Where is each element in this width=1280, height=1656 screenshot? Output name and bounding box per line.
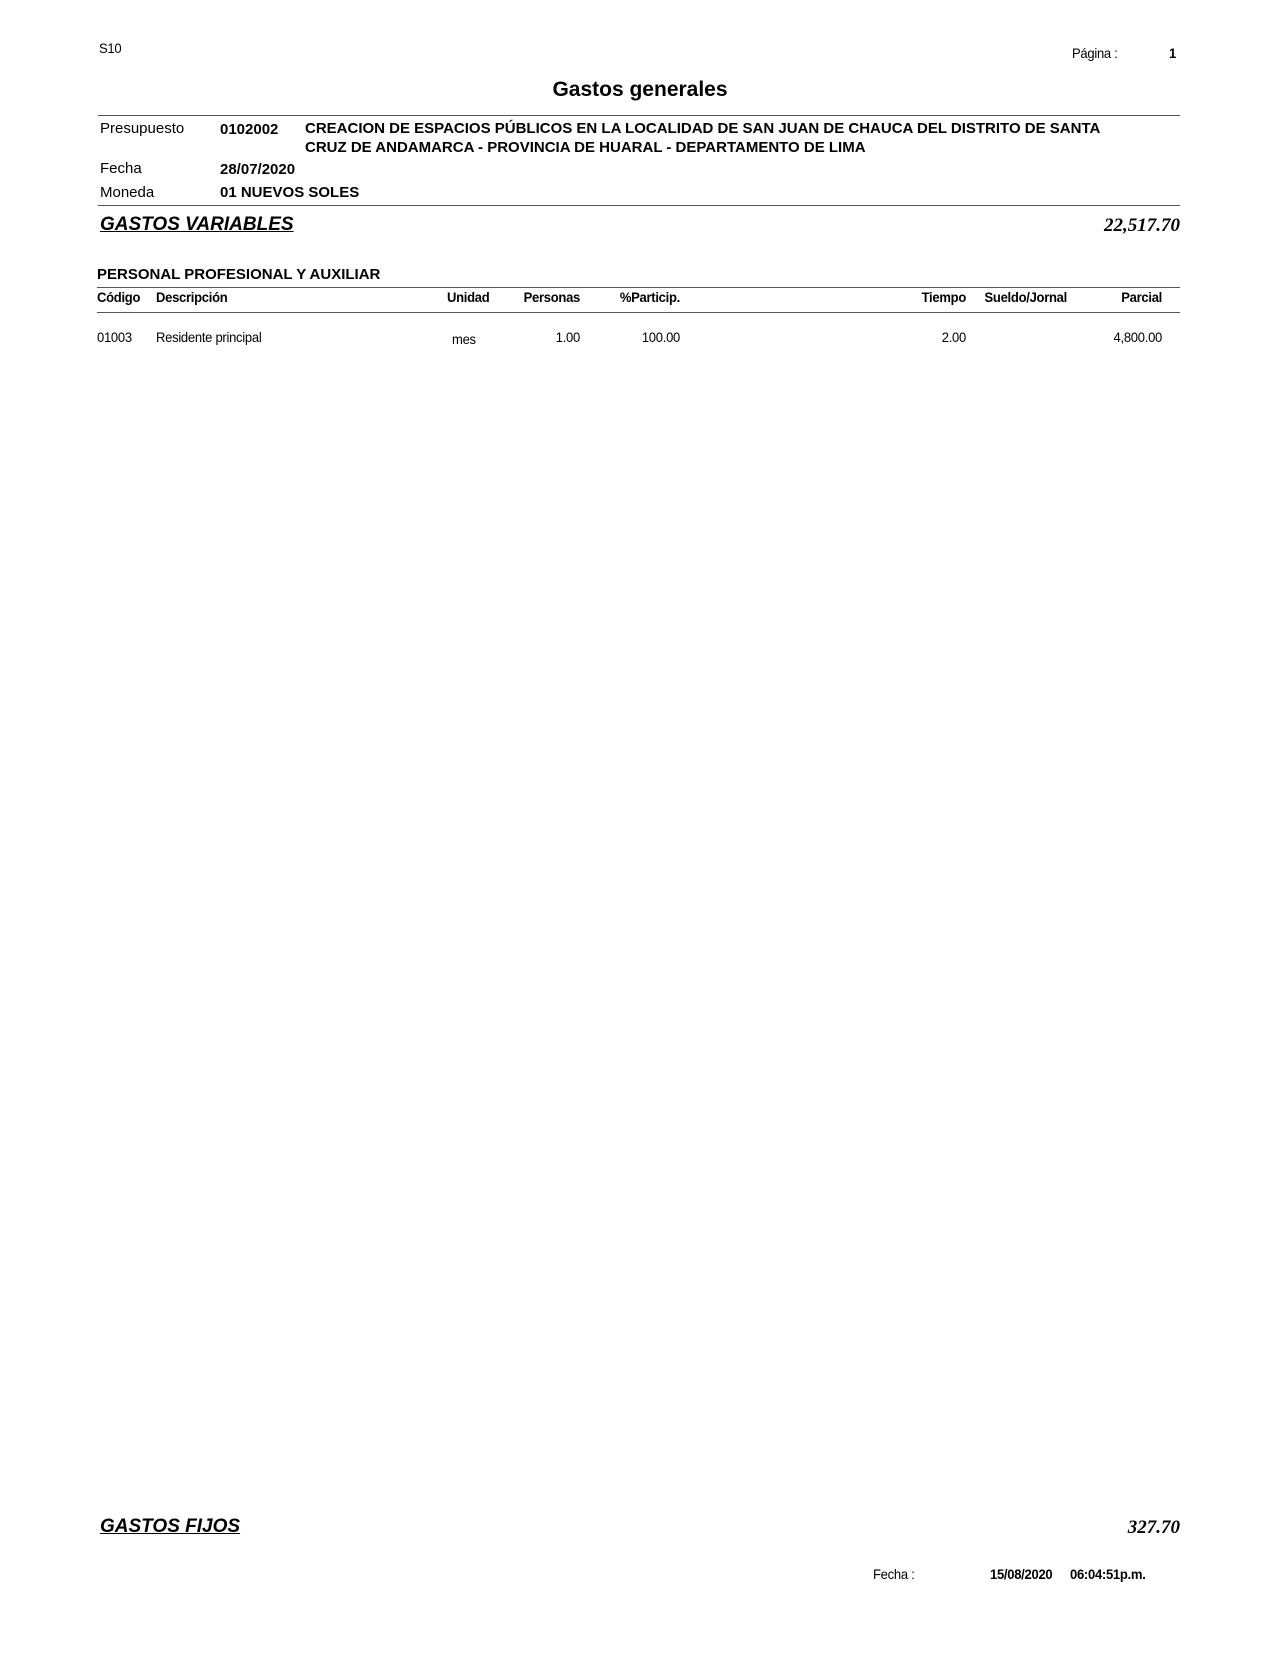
divider (98, 115, 1180, 116)
gastos-fijos-total: 327.70 (1127, 1517, 1180, 1538)
row-cell: mes (452, 331, 476, 347)
column-header: Tiempo (921, 289, 966, 305)
column-header: Parcial (1121, 289, 1162, 305)
presupuesto-code: 0102002 (220, 121, 279, 138)
footer-fecha-value: 15/08/2020 (990, 1566, 1053, 1582)
page-label: Página : (1072, 45, 1118, 61)
footer-fecha-label: Fecha : (873, 1566, 915, 1582)
column-header: Código (97, 289, 141, 305)
row-cell: Residente principal (156, 329, 262, 345)
column-header: Unidad (447, 289, 490, 305)
moneda-label: Moneda (100, 184, 155, 201)
presupuesto-desc-line2: CRUZ DE ANDAMARCA - PROVINCIA DE HUARAL - DEPARTAMENTO DE LIMA (305, 139, 866, 156)
presupuesto-desc-line1: CREACION DE ESPACIOS PÚBLICOS EN LA LOCALIDAD DE SAN JUAN DE CHAUCA DEL DISTRITO DE SANTA (305, 120, 1101, 137)
column-header: Descripción (156, 289, 228, 305)
report-code: S10 (99, 40, 122, 56)
divider (97, 287, 1180, 288)
gastos-variables-label: GASTOS VARIABLES (100, 214, 294, 235)
column-header: %Particip. (619, 289, 680, 305)
moneda-value: 01 NUEVOS SOLES (220, 184, 360, 201)
presupuesto-label: Presupuesto (100, 120, 185, 137)
section-title: PERSONAL PROFESIONAL Y AUXILIAR (97, 266, 381, 283)
row-cell: 2.00 (941, 329, 966, 345)
divider (97, 312, 1180, 313)
fecha-label: Fecha (100, 160, 142, 177)
gastos-variables-total: 22,517.70 (1104, 215, 1180, 236)
page-number: 1 (1169, 45, 1176, 61)
divider (98, 205, 1180, 206)
gastos-fijos-label: GASTOS FIJOS (100, 1516, 241, 1537)
page-title: Gastos generales (552, 78, 728, 101)
row-cell: 100.00 (641, 329, 680, 345)
row-cell: 01003 (97, 329, 132, 345)
row-cell: 4,800.00 (1113, 329, 1162, 345)
column-header: Sueldo/Jornal (984, 289, 1067, 305)
footer-hora-value: 06:04:51p.m. (1070, 1566, 1146, 1582)
column-header: Personas (523, 289, 580, 305)
row-cell: 1.00 (555, 329, 580, 345)
fecha-value: 28/07/2020 (220, 161, 296, 178)
